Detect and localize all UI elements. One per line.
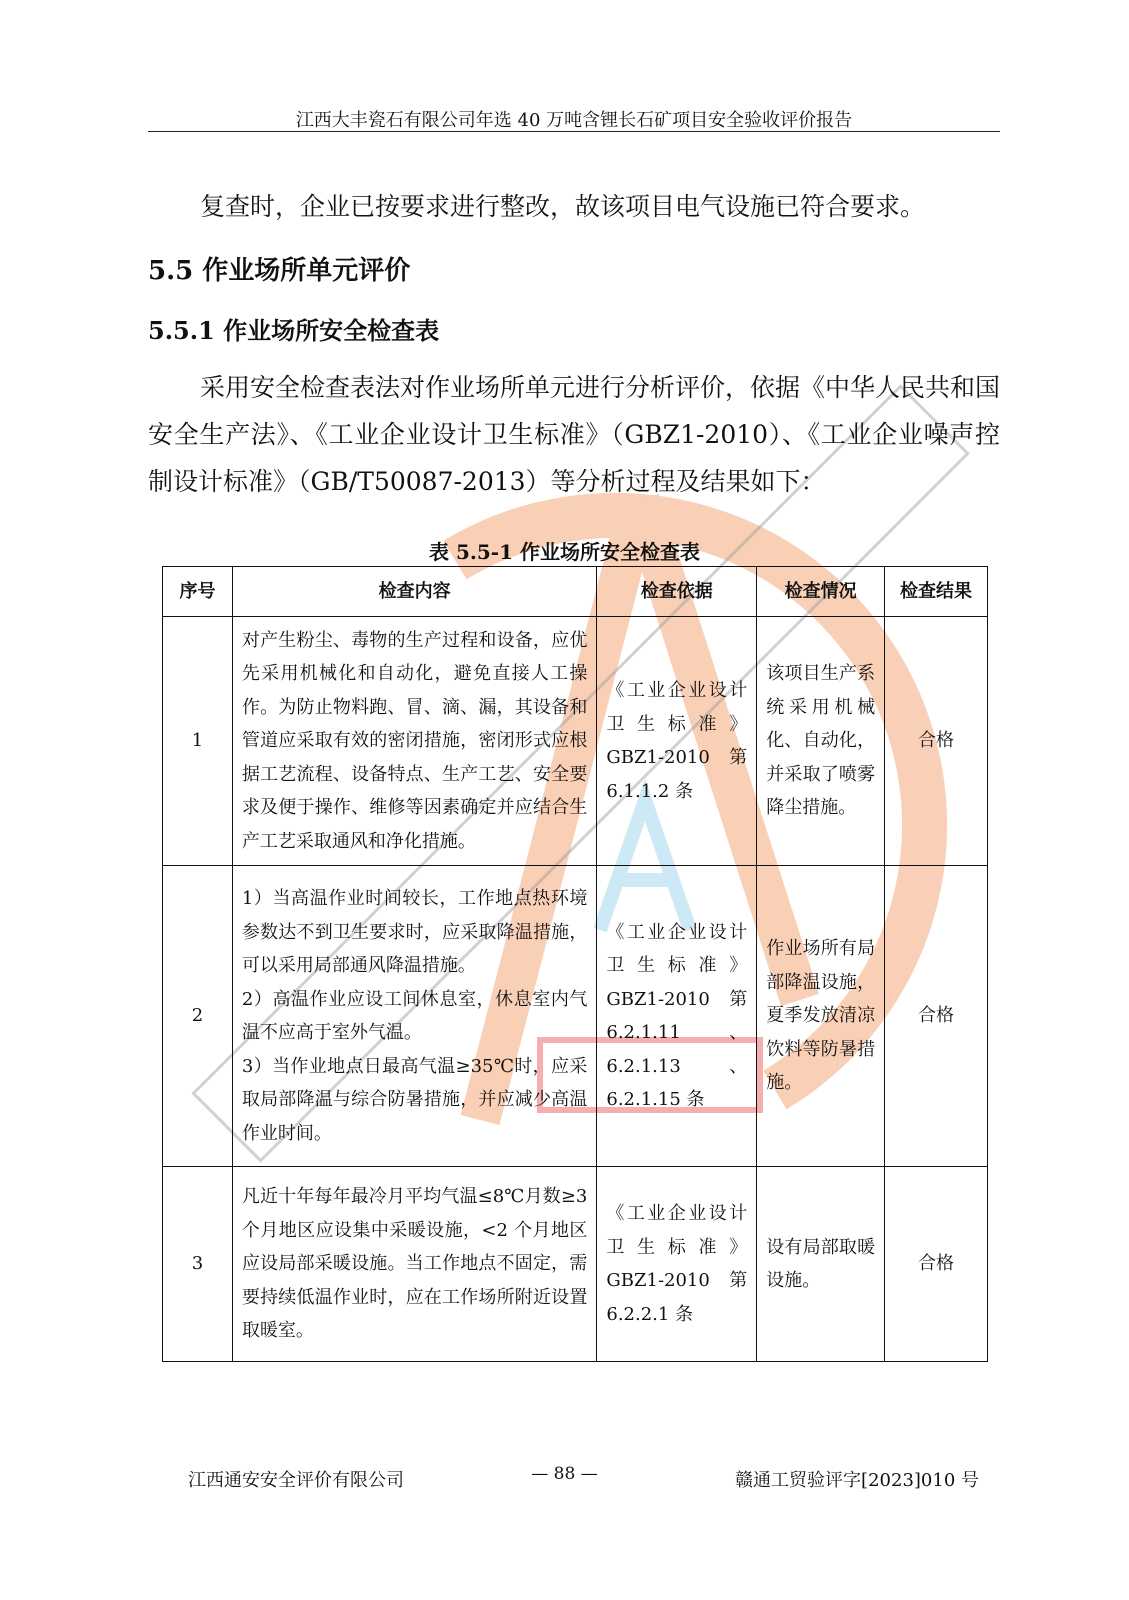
check-result: 合格 [885, 866, 988, 1167]
check-content: 凡近十年每年最冷月平均气温≤8℃月数≥3 个月地区应设集中采暖设施，<2 个月地区应设局部采暖设施。当工作地点不固定，需要持续低温作业时，应在工作场所附近设置取暖室。 [232, 1167, 596, 1362]
check-content: 对产生粉尘、毒物的生产过程和设备，应优先采用机械化和自动化，避免直接人工操作。为防止物料跑、冒、滴、漏，其设备和管道应采取有效的密闭措施，密闭形式应根据工艺流程、设备特点、生产工艺、安全要求及便于操作、维修等因素确定并应结合生产工艺采取通风和净化措施。 [232, 617, 596, 866]
inspection-table [162, 566, 988, 1362]
header-rule [148, 131, 1000, 132]
paragraph: 复查时，企业已按要求进行整改，故该项目电气设施已符合要求。 [200, 192, 926, 221]
footer-company: 江西通安安全评价有限公司 [188, 1470, 404, 1491]
check-result: 合格 [885, 617, 988, 866]
footer-doc-number: 赣通工贸验评字[2023]010 号 [735, 1470, 979, 1491]
table-header-row [163, 567, 988, 617]
check-content: 1）当高温作业时间较长，工作地点热环境参数达不到卫生要求时，应采取降温措施，可以采用局部通风降温措施。 2）高温作业应设工间休息室，休息室内气温不应高于室外气温。 3）当作业地点日最高气温≥35℃时，应采取局部降温与综合防暑措施，并应减少高温作业时间。 [232, 866, 596, 1167]
col-header: 检查依据 [597, 567, 757, 617]
row-number: 2 [163, 866, 233, 1167]
col-header: 检查结果 [885, 567, 988, 617]
check-status: 作业场所有局部降温设施，夏季发放清凉饮料等防暑措施。 [757, 866, 885, 1167]
check-status: 该项目生产系统采用机械化、自动化，并采取了喷雾降尘措施。 [757, 617, 885, 866]
col-header: 序号 [163, 567, 233, 617]
table-row [163, 866, 988, 1167]
row-number: 3 [163, 1167, 233, 1362]
check-basis: 《工业企业设计卫生标准》GBZ1-2010 第 6.1.1.2 条 [597, 617, 757, 866]
page-number: — 88 — [531, 1464, 598, 1484]
check-basis: 《工业企业设计卫生标准》GBZ1-2010 第 6.2.1.11 、6.2.1.13 、6.2.1.15 条 [597, 866, 757, 1167]
subsection-heading: 5.5.1 作业场所安全检查表 [148, 316, 440, 345]
col-header: 检查内容 [232, 567, 596, 617]
check-basis: 《工业企业设计卫生标准》GBZ1-2010 第 6.2.2.1 条 [597, 1167, 757, 1362]
row-number: 1 [163, 617, 233, 866]
check-status: 设有局部取暖设施。 [757, 1167, 885, 1362]
table-row [163, 1167, 988, 1362]
section-heading: 5.5 作业场所单元评价 [148, 256, 411, 286]
running-header: 江西大丰瓷石有限公司年选 40 万吨含锂长石矿项目安全验收评价报告 [295, 110, 853, 131]
table-caption: 表 5.5-1 作业场所安全检查表 [429, 540, 700, 564]
table-row [163, 617, 988, 866]
paragraph: 采用安全检查表法对作业场所单元进行分析评价，依据《中华人民共和国安全生产法》、《工业企业设计卫生标准》（GBZ1-2010）、《工业企业噪声控制设计标准》（GB/T50087-2013）等分析过程及结果如下： [148, 373, 1001, 496]
col-header: 检查情况 [757, 567, 885, 617]
check-result: 合格 [885, 1167, 988, 1362]
